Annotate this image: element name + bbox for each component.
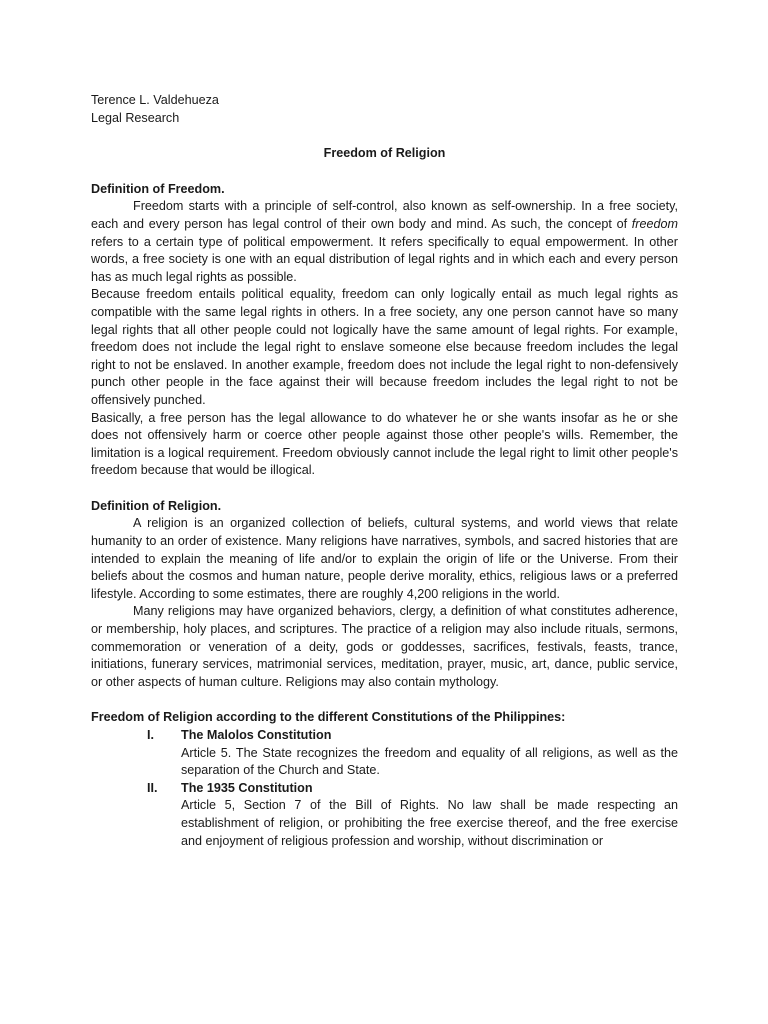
freedom-heading: Definition of Freedom. (91, 181, 225, 196)
list-item-text: Article 5. The State recognizes the freedom and equality of all religions, as well as the separation of the Church and State. (181, 745, 678, 778)
freedom-paragraph-3: Basically, a free person has the legal allowance to do whatever he or she wants insofar as he or she does not offensively harm or coerce other people against those other people's wills. Remember, the limitation is a logical requirement. Freedom obviously cannot include the legal right to limit other people's freedom because that would be illogical. (91, 410, 678, 478)
religion-paragraph-1: A religion is an organized collection of beliefs, cultural systems, and world views that relate humanity to an order of existence. Many religions have narratives, symbols, and sacred histories that are intended to explain the meaning of life and/or to explain the origin of life or the Universe. From their beliefs about the cosmos and human nature, people derive morality, ethics, religious laws or a preferred lifestyle. According to some estimates, there are roughly 4,200 religions in the world. (91, 516, 678, 601)
religion-paragraph-2: Many religions may have organized behaviors, clergy, a definition of what constitutes adherence, or membership, holy places, and scriptures. The practice of a religion may also include rituals, sermons, commemoration or veneration of a deity, gods or goddesses, sacrifices, festivals, feasts, trance, initiations, funerary services, matrimonial services, meditation, prayer, music, art, dance, public service, or other aspects of human culture. Religions may also contain mythology. (91, 604, 678, 689)
author-name: Terence L. Valdehueza (91, 93, 219, 107)
list-item-text: Article 5, Section 7 of the Bill of Rights. No law shall be made respecting an establishment of religion, or prohibiting the free exercise thereof, and the free exercise and enjoyment of religious profession and worship, without discrimination or (181, 798, 678, 848)
course-name: Legal Research (91, 110, 180, 125)
list-item-number: II. (147, 780, 158, 795)
document-body (91, 92, 678, 850)
list-item (91, 780, 678, 850)
list-item (91, 727, 678, 780)
freedom-paragraph-2: Because freedom entails political equality, freedom can only logically entail as much legal rights as compatible with the same legal rights in others. In a free society, any one person cannot have so many legal rights that all other people could not logically have the same amount of legal rights. For example, freedom does not include the legal right to enslave someone else because freedom includes the legal right to not be enslaved. In another example, freedom does not include the legal right to non-defensively punch other people in the face against their will because freedom includes the legal right to not be offensively punched. (91, 287, 678, 407)
list-item-title: The 1935 Constitution (181, 780, 313, 795)
religion-heading: Definition of Religion. (91, 498, 222, 513)
freedom-p1-after: refers to a certain type of political empowerment. It refers specifically to equal empowerment. In other words, a free society is one with an equal distribution of legal rights and in which each and every person has as much legal rights as possible. (91, 234, 678, 284)
list-item-title: The Malolos Constitution (181, 728, 332, 742)
freedom-p1-italic: freedom (631, 216, 678, 231)
constitutions-heading: Freedom of Religion according to the different Constitutions of the Philippines: (91, 710, 566, 725)
list-item-body (181, 780, 678, 850)
freedom-p1-before: Freedom starts with a principle of self-control, also known as self-ownership. In a free society, each and every person has legal control of their own body and mind. As such, the concept of (91, 199, 678, 231)
document-title: Freedom of Religion (323, 146, 446, 161)
freedom-paragraph-1 (91, 198, 678, 286)
constitutions-list (91, 727, 678, 850)
list-item-body (181, 727, 678, 780)
list-item-number: I. (147, 728, 154, 742)
